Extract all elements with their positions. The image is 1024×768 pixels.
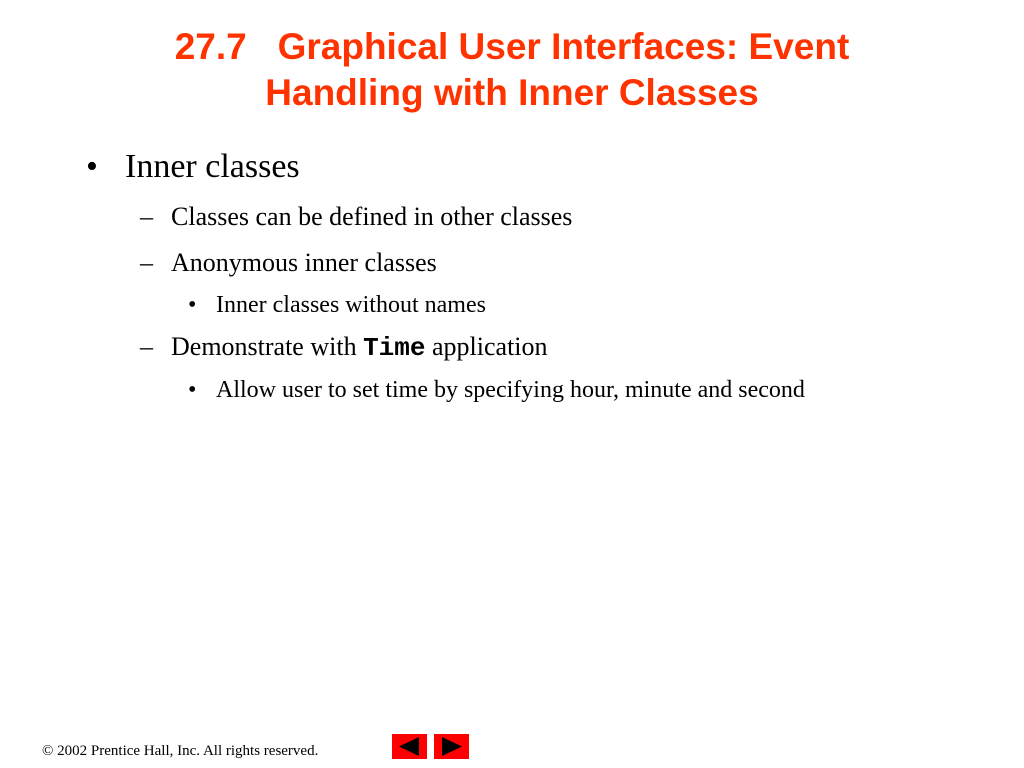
previous-slide-button[interactable] <box>392 734 427 759</box>
dash-marker: – <box>140 202 153 231</box>
bullet-marker: • <box>188 292 197 318</box>
bullet-marker: • <box>86 148 98 185</box>
next-slide-button[interactable] <box>434 734 469 759</box>
bullet-marker: • <box>188 377 197 403</box>
copyright-footer <box>42 743 318 760</box>
right-arrow-icon <box>434 734 469 759</box>
time-code-label: Time <box>363 333 426 363</box>
copyright-text: 2002 Prentice Hall, Inc. All rights reserved. <box>53 743 319 759</box>
sub-bullet-demonstrate-time <box>171 332 548 363</box>
dash-marker: – <box>140 332 153 361</box>
title-line-2: Handling with Inner Classes <box>265 72 759 113</box>
bullet-inner-classes: Inner classes <box>125 148 300 185</box>
sub-bullet-defined-in-other-classes: Classes can be defined in other classes <box>171 202 573 231</box>
sub-sub-bullet-set-time: Allow user to set time by specifying hour, minute and second <box>216 377 805 403</box>
title-line-1: 27.7 Graphical User Interfaces: Event <box>174 26 850 67</box>
demonstrate-prefix: Demonstrate with <box>171 332 364 361</box>
dash-marker: – <box>140 248 153 277</box>
sub-sub-bullet-without-names: Inner classes without names <box>216 292 486 318</box>
copyright-symbol: © <box>42 743 54 759</box>
left-arrow-icon <box>392 734 427 759</box>
demonstrate-suffix: application <box>425 332 548 361</box>
sub-bullet-anonymous-inner-classes: Anonymous inner classes <box>171 248 437 277</box>
